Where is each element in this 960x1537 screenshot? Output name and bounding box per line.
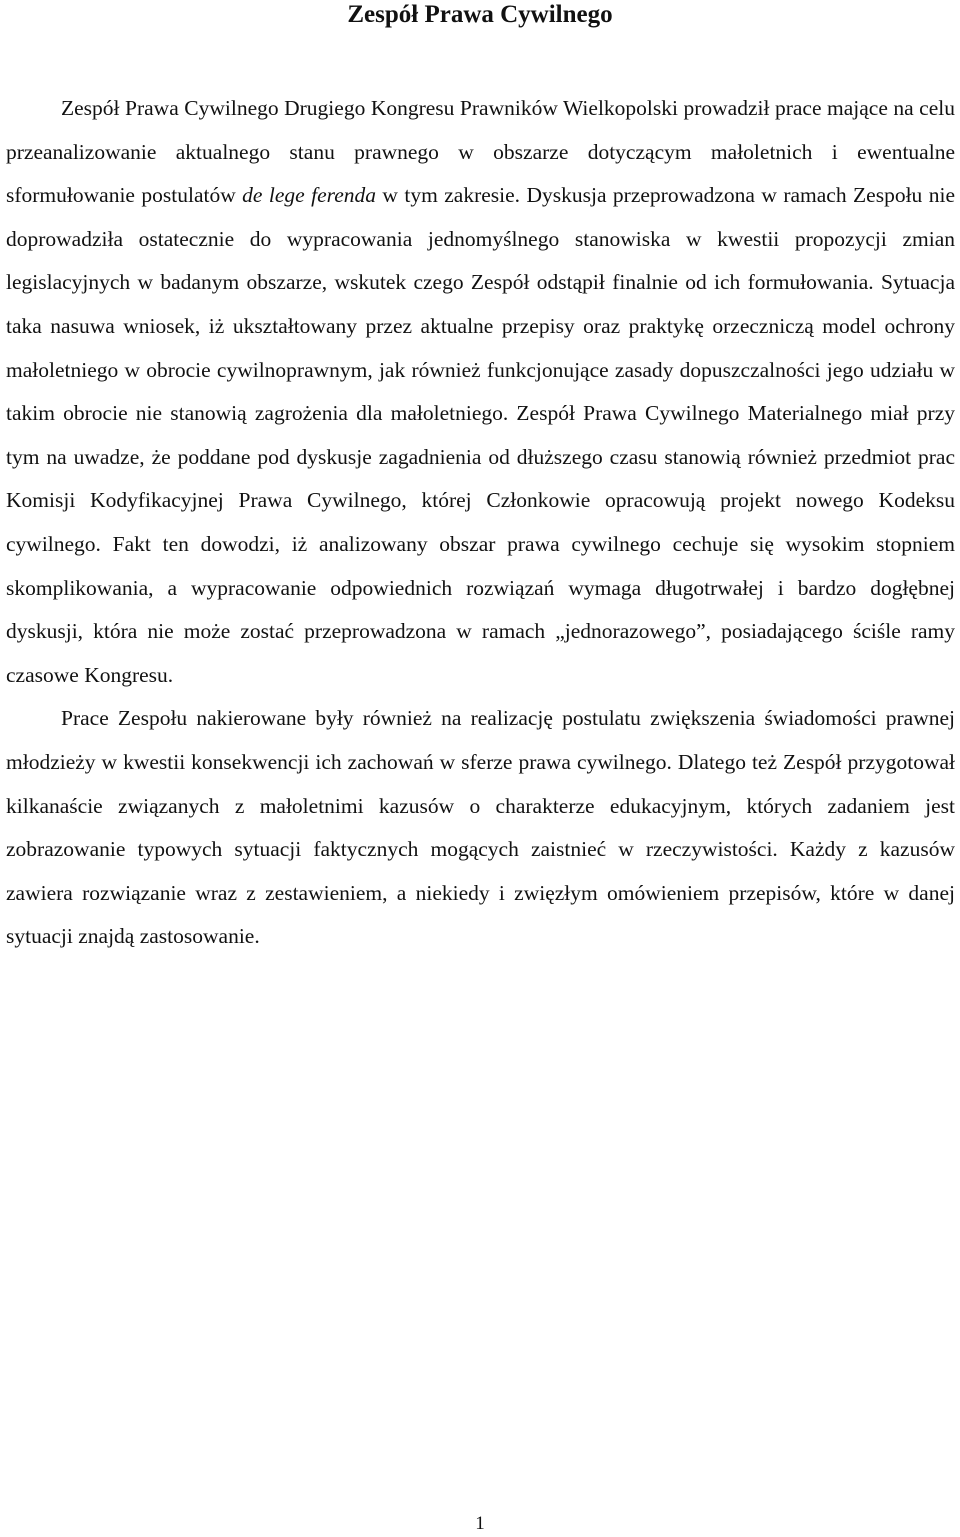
latin-phrase: de lege ferenda <box>242 183 376 208</box>
document-body <box>6 87 955 959</box>
paragraph-1-text-start: Zespół Prawa Cywilnego Drugiego Kongresu Prawników Wielkopolski prowadził prace mające na celu przeanalizowanie aktualnego stanu prawnego w obszarze dotyczącym małoletnich i ewentualne sformułowanie postulatów <box>6 96 955 208</box>
page-title: Zespół Prawa Cywilnego <box>347 1 613 28</box>
paragraph-1-text-end: w tym zakresie. Dyskusja przeprowadzona w ramach Zespołu nie doprowadziła ostatecznie do wypracowania jednomyślnego stanowiska w kwestii propozycji zmian legislacyjnych w badanym obszarze, wskutek czego Zespół odstąpił finalnie od ich formułowania. Sytuacja taka nasuwa wniosek, iż ukształtowany przez aktualne przepisy oraz praktykę orzeczniczą model ochrony małoletniego w obrocie cywilnoprawnym, jak również funkcjonujące zasady dopuszczalności jego udziału w takim obrocie nie stanowią zagrożenia dla małoletniego. Zespół Prawa Cywilnego Materialnego miał przy tym na uwadze, że poddane pod dyskusje zagadnienia od dłuższego czasu stanowią również przedmiot prac Komisji Kodyfikacyjnej Prawa Cywilnego, której Członkowie opracowują projekt nowego Kodeksu cywilnego. Fakt ten dowodzi, iż analizowany obszar prawa cywilnego cechuje się wysokim stopniem skomplikowania, a wypracowanie odpowiednich rozwiązań wymaga długotrwałej i bardzo dogłębnej dyskusji, która nie może zostać przeprowadzona w ramach „jednorazowego”, posiadającego ściśle ramy czasowe Kongresu. <box>6 183 955 687</box>
paragraph-2: Prace Zespołu nakierowane były również na realizację postulatu zwiększenia świadomości prawnej młodzieży w kwestii konsekwencji ich zachowań w sferze prawa cywilnego. Dlatego też Zespół przygotował kilkanaście związanych z małoletnimi kazusów o charakterze edukacyjnym, których zadaniem jest zobrazowanie typowych sytuacji faktycznych mogących zaistnieć w rzeczywistości. Każdy z kazusów zawiera rozwiązanie wraz z zestawieniem, a niekiedy i zwięzłym omówieniem przepisów, które w danej sytuacji znajdą zastosowanie. <box>6 706 955 949</box>
page-number: 1 <box>475 1513 485 1534</box>
paragraph-1 <box>6 87 955 697</box>
